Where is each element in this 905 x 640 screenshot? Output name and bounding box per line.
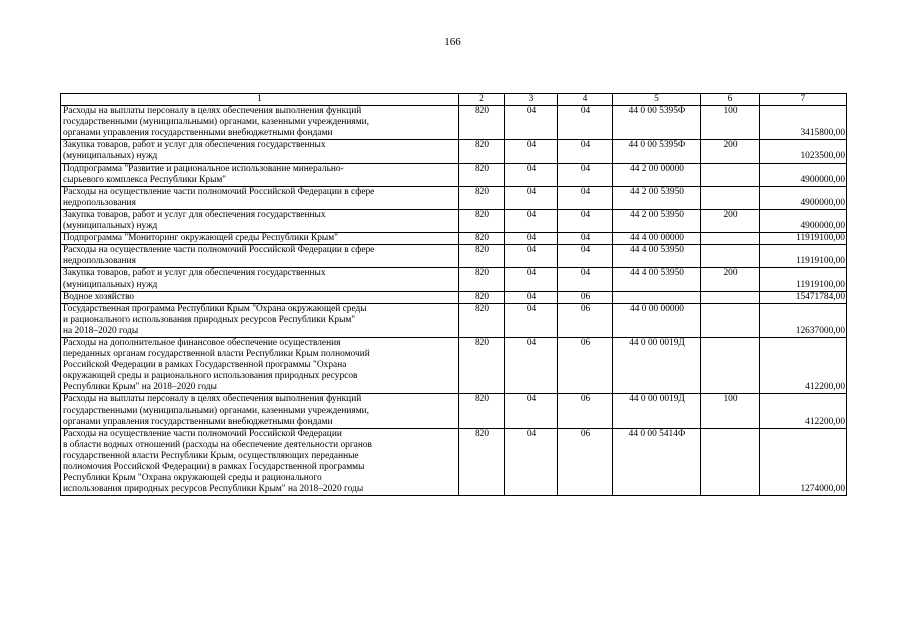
- section-code: 04: [505, 140, 558, 163]
- expense-type-code: 200: [701, 209, 760, 232]
- table-row: [61, 140, 847, 163]
- table-row: [61, 209, 847, 232]
- expense-name: Закупка товаров, работ и услуг для обеспечения государственных (муниципальных) нужд: [61, 268, 459, 291]
- section-code: 04: [505, 163, 558, 186]
- amount: 15471784,00: [760, 291, 847, 303]
- amount: 1023500,00: [760, 140, 847, 163]
- ministry-code: 820: [459, 337, 505, 393]
- page-number: 166: [444, 36, 461, 48]
- expense-name: Расходы на выплаты персоналу в целях обеспечения выполнения функций государственными (муниципальными) органами, казенными учреждениями, органами управления государственными внебюджетными фондами: [61, 106, 459, 140]
- target-item-code: 44 0 00 0019Д: [613, 394, 701, 428]
- section-code: 04: [505, 428, 558, 496]
- target-item-code: 44 2 00 53950: [613, 209, 701, 232]
- expense-type-code: 100: [701, 106, 760, 140]
- expense-name: Государственная программа Республики Крым "Охрана окружающей среды и рационального использования природных ресурсов Республики Крым" на 2018–2020 годы: [61, 303, 459, 337]
- ministry-code: 820: [459, 394, 505, 428]
- section-code: 04: [505, 245, 558, 268]
- table-header-row: [61, 94, 847, 106]
- section-code: 04: [505, 337, 558, 393]
- expense-type-code: [701, 245, 760, 268]
- subsection-code: 06: [558, 291, 613, 303]
- subsection-code: 06: [558, 337, 613, 393]
- table-row: [61, 186, 847, 209]
- subsection-code: 06: [558, 428, 613, 496]
- section-code: 04: [505, 209, 558, 232]
- amount: 11919100,00: [760, 268, 847, 291]
- expense-type-code: 200: [701, 268, 760, 291]
- ministry-code: 820: [459, 209, 505, 232]
- section-code: 04: [505, 303, 558, 337]
- target-item-code: 44 0 00 5395Ф: [613, 140, 701, 163]
- expense-name: Закупка товаров, работ и услуг для обеспечения государственных (муниципальных) нужд: [61, 140, 459, 163]
- ministry-code: 820: [459, 140, 505, 163]
- subsection-code: 04: [558, 140, 613, 163]
- expense-name: Расходы на осуществление части полномочий Российской Федерации в сфере недропользования: [61, 245, 459, 268]
- section-code: 04: [505, 268, 558, 291]
- ministry-code: 820: [459, 428, 505, 496]
- amount: 12637000,00: [760, 303, 847, 337]
- amount: 4900000,00: [760, 209, 847, 232]
- amount: 11919100,00: [760, 245, 847, 268]
- table-row: [61, 163, 847, 186]
- expense-name: Расходы на осуществление части полномочий Российской Федерации в области водных отношений (расходы на обеспечение деятельности органов государственной власти Республики Крым, осуществляющих переданные полномочия Российской Федерации) в рамках Государственной программы Республики Крым "Охрана окружающей среды и рационального использования природных ресурсов Республики Крым" на 2018–2020 годы: [61, 428, 459, 496]
- expense-type-code: 100: [701, 394, 760, 428]
- ministry-code: 820: [459, 268, 505, 291]
- column-header-5: 5: [613, 94, 701, 106]
- table-row: [61, 233, 847, 245]
- expense-type-code: [701, 163, 760, 186]
- expense-type-code: [701, 233, 760, 245]
- table-row: [61, 428, 847, 496]
- amount: 412200,00: [760, 394, 847, 428]
- table-row: [61, 337, 847, 393]
- subsection-code: 04: [558, 209, 613, 232]
- ministry-code: 820: [459, 106, 505, 140]
- subsection-code: 04: [558, 268, 613, 291]
- section-code: 04: [505, 106, 558, 140]
- subsection-code: 04: [558, 163, 613, 186]
- amount: 4900000,00: [760, 163, 847, 186]
- amount: 11919100,00: [760, 233, 847, 245]
- target-item-code: 44 4 00 53950: [613, 268, 701, 291]
- target-item-code: 44 4 00 53950: [613, 245, 701, 268]
- table-row: [61, 268, 847, 291]
- target-item-code: 44 0 00 5414Ф: [613, 428, 701, 496]
- target-item-code: [613, 291, 701, 303]
- table-row: [61, 394, 847, 428]
- subsection-code: 06: [558, 394, 613, 428]
- ministry-code: 820: [459, 245, 505, 268]
- section-code: 04: [505, 291, 558, 303]
- ministry-code: 820: [459, 291, 505, 303]
- subsection-code: 06: [558, 303, 613, 337]
- subsection-code: 04: [558, 233, 613, 245]
- column-header-1: 1: [61, 94, 459, 106]
- subsection-code: 04: [558, 245, 613, 268]
- section-code: 04: [505, 233, 558, 245]
- ministry-code: 820: [459, 233, 505, 245]
- budget-table: [60, 93, 847, 496]
- expense-type-code: 200: [701, 140, 760, 163]
- column-header-3: 3: [505, 94, 558, 106]
- subsection-code: 04: [558, 106, 613, 140]
- column-header-6: 6: [701, 94, 760, 106]
- expense-type-code: [701, 303, 760, 337]
- table-row: [61, 245, 847, 268]
- table-row: [61, 303, 847, 337]
- ministry-code: 820: [459, 303, 505, 337]
- amount: 3415800,00: [760, 106, 847, 140]
- column-header-4: 4: [558, 94, 613, 106]
- amount: 4900000,00: [760, 186, 847, 209]
- expense-type-code: [701, 291, 760, 303]
- expense-name: Подпрограмма "Развитие и рациональное использование минерально- сырьевого комплекса Республики Крым": [61, 163, 459, 186]
- amount: 1274000,00: [760, 428, 847, 496]
- expense-type-code: [701, 337, 760, 393]
- target-item-code: 44 0 00 0019Д: [613, 337, 701, 393]
- table-row: [61, 106, 847, 140]
- section-code: 04: [505, 394, 558, 428]
- expense-name: Расходы на дополнительное финансовое обеспечение осуществления переданных органам государственной власти Республики Крым полномочий Российской Федерации в рамках Государственной программы "Охрана окружающей среды и рационального использования природных ресурсов Республики Крым" на 2018–2020 годы: [61, 337, 459, 393]
- ministry-code: 820: [459, 186, 505, 209]
- table-row: [61, 291, 847, 303]
- ministry-code: 820: [459, 163, 505, 186]
- expense-name: Расходы на осуществление части полномочий Российской Федерации в сфере недропользования: [61, 186, 459, 209]
- subsection-code: 04: [558, 186, 613, 209]
- target-item-code: 44 2 00 00000: [613, 163, 701, 186]
- expense-name: Водное хозяйство: [61, 291, 459, 303]
- target-item-code: 44 4 00 00000: [613, 233, 701, 245]
- column-header-2: 2: [459, 94, 505, 106]
- target-item-code: 44 0 00 00000: [613, 303, 701, 337]
- expense-name: Расходы на выплаты персоналу в целях обеспечения выполнения функций государственными (муниципальными) органами, казенными учреждениями, органами управления государственными внебюджетными фондами: [61, 394, 459, 428]
- target-item-code: 44 0 00 5395Ф: [613, 106, 701, 140]
- expense-type-code: [701, 186, 760, 209]
- target-item-code: 44 2 00 53950: [613, 186, 701, 209]
- expense-name: Закупка товаров, работ и услуг для обеспечения государственных (муниципальных) нужд: [61, 209, 459, 232]
- amount: 412200,00: [760, 337, 847, 393]
- expense-name: Подпрограмма "Мониторинг окружающей среды Республики Крым": [61, 233, 459, 245]
- expense-type-code: [701, 428, 760, 496]
- column-header-7: 7: [760, 94, 847, 106]
- section-code: 04: [505, 186, 558, 209]
